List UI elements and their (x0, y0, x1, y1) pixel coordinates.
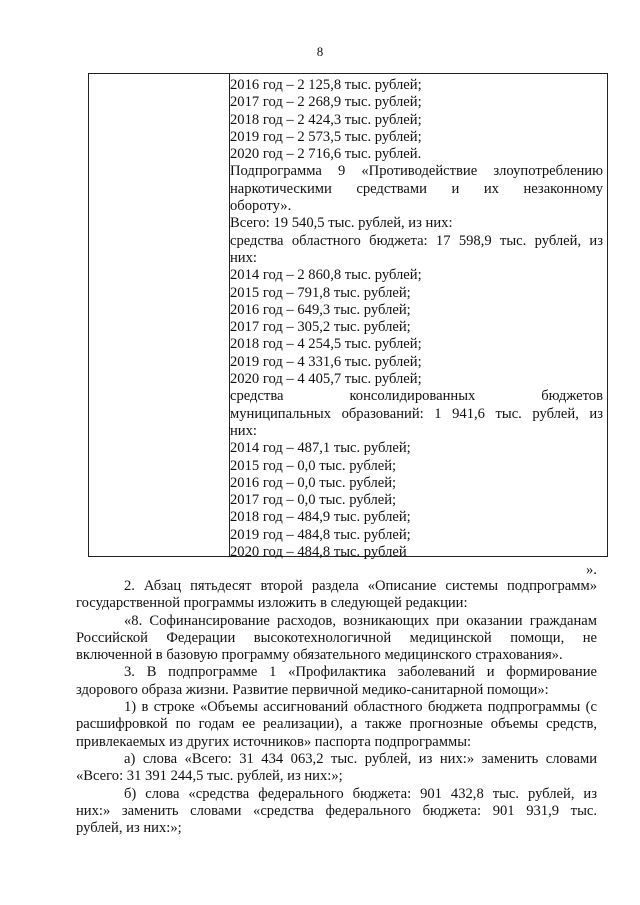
total-line: Всего: 19 540,5 тыс. рублей, из них: (230, 215, 453, 232)
year-line: 2019 год – 4 331,6 тыс. рублей; (230, 353, 422, 370)
paragraph-3: 3. В подпрограмме 1 «Профилактика заболеваний и формирование (124, 664, 597, 681)
year-line: 2016 год – 649,3 тыс. рублей; (230, 301, 411, 318)
year-line: 2019 год – 2 573,5 тыс. рублей; (230, 128, 422, 145)
year-line: 2015 год – 0,0 тыс. рублей; (230, 457, 397, 474)
year-line: 2019 год – 484,8 тыс. рублей; (230, 526, 411, 543)
year-line: 2017 год – 2 268,9 тыс. рублей; (230, 94, 422, 111)
paragraph-3-1: расшифровкой по годам ее реализации), а также прогнозные объемы средств, (76, 716, 597, 733)
municipal-budget-line: муниципальных образований: 1 941,6 тыс. рублей, из (230, 405, 603, 422)
page-number: 8 (316, 44, 324, 59)
subprogram-title: наркотическими средствами и их незаконному (230, 180, 603, 197)
table-right-column (230, 77, 603, 561)
municipal-budget-line: средства консолидированных бюджетов (230, 388, 603, 405)
year-line: 2014 год – 487,1 тыс. рублей; (230, 440, 411, 457)
year-line: 2017 год – 0,0 тыс. рублей; (230, 492, 397, 509)
year-line: 2018 год – 484,9 тыс. рублей; (230, 509, 411, 526)
subprogram-title: обороту». (230, 198, 292, 215)
regional-budget-line: них: (230, 249, 257, 266)
year-line: 2018 год – 4 254,5 тыс. рублей; (230, 336, 422, 353)
year-line: 2015 год – 791,8 тыс. рублей; (230, 284, 411, 301)
year-line: 2017 год – 305,2 тыс. рублей; (230, 319, 411, 336)
regional-budget-line: средства областного бюджета: 17 598,9 тыс. рублей, из (230, 232, 603, 249)
year-line: 2016 год – 0,0 тыс. рублей; (230, 474, 397, 491)
year-line: 2016 год – 2 125,8 тыс. рублей; (230, 77, 422, 93)
year-line: 2018 год – 2 424,3 тыс. рублей; (230, 111, 422, 128)
paragraph-3-1: привлекаемых из других источников» паспорта подпрограммы: (76, 733, 472, 750)
document-body (76, 578, 597, 837)
municipal-budget-line: них: (230, 422, 257, 439)
paragraph-quote-8: Российской Федерации высокотехнологичной медицинской помощи, не (76, 629, 597, 646)
paragraph-b: б) слова «средства федерального бюджета: 901 432,8 тыс. рублей, из (124, 785, 597, 802)
paragraph-quote-8: «8. Софинансирование расходов, возникающих при оказании гражданам (124, 612, 597, 629)
paragraph-2: 2. Абзац пятьдесят второй раздела «Описание системы подпрограмм» (124, 578, 597, 594)
paragraph-quote-8: включенной в базовую программу обязательного медицинского страхования». (76, 647, 563, 664)
paragraph-3: здорового образа жизни. Развитие первичной медико-санитарной помощи»: (76, 681, 549, 698)
paragraph-2: государственной программы изложить в следующей редакции: (76, 595, 468, 612)
subprogram-title: Подпрограмма 9 «Противодействие злоупотреблению (230, 163, 603, 180)
year-line: 2020 год – 4 405,7 тыс. рублей; (230, 371, 422, 388)
paragraph-b: рублей, из них:»; (76, 820, 182, 837)
paragraph-a: а) слова «Всего: 31 434 063,2 тыс. рублей, из них:» заменить словами (124, 750, 597, 767)
paragraph-b: них:» заменить словами «средства федерального бюджета: 901 931,9 тыс. (76, 802, 597, 819)
closing-quote: ». (586, 562, 597, 578)
year-line: 2014 год – 2 860,8 тыс. рублей; (230, 267, 422, 284)
year-line: 2020 год – 2 716,6 тыс. рублей. (230, 146, 422, 163)
passport-table (88, 73, 608, 561)
paragraph-a: «Всего: 31 391 244,5 тыс. рублей, из них:»; (76, 768, 343, 785)
table-left-column (89, 74, 230, 556)
paragraph-3-1: 1) в строке «Объемы ассигнований областного бюджета подпрограммы (с (124, 699, 597, 716)
year-line: 2020 год – 484,8 тыс. рублей (230, 544, 407, 561)
